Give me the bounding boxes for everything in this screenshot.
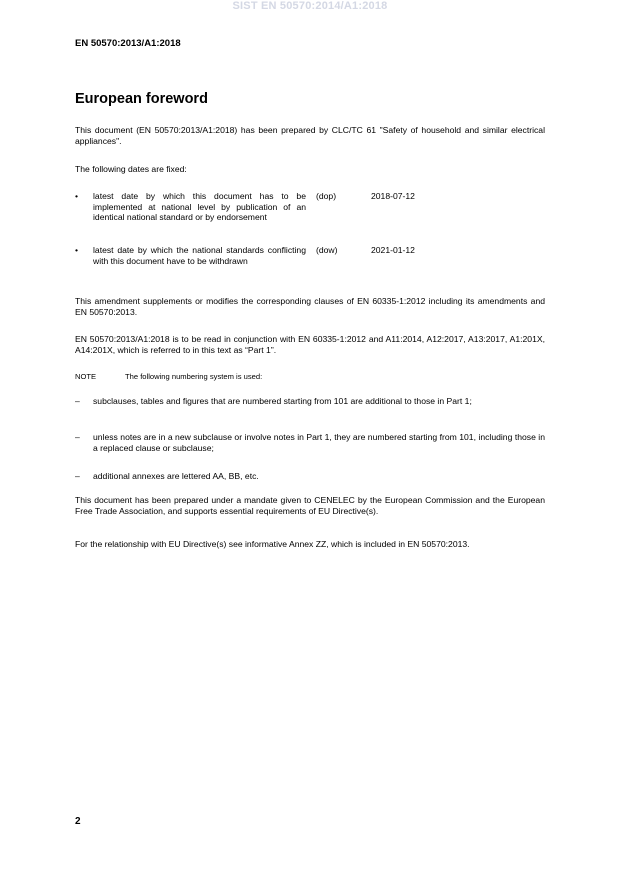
note-text: The following numbering system is used: [125,372,263,381]
date-abbreviation: (dow) [316,245,338,255]
list-item-text: subclauses, tables and figures that are numbered starting from 101 are additional to those in Part 1; [93,396,472,406]
date-value: 2018-07-12 [371,191,415,201]
date-value: 2021-01-12 [371,245,415,255]
mandate-paragraph: This document has been prepared under a mandate given to CENELEC by the European Commission and the European Free Trade Association, and supports essential requirements of EU Directive(s). [75,495,545,516]
document-id: EN 50570:2013/A1:2018 [75,38,181,49]
dash-icon: – [75,396,80,406]
intro-paragraph: This document (EN 50570:2013/A1:2018) has been prepared by CLC/TC 61 "Safety of household and similar electrical appliances". [75,125,545,146]
date-abbreviation: (dop) [316,191,337,201]
page-title: European foreword [75,91,208,107]
date-description: latest date by which this document has to be implemented at national level by publication of an identical national standard or by endorsement [93,191,306,223]
conjunction-paragraph: EN 50570:2013/A1:2018 is to be read in conjunction with EN 60335-1:2012 and A11:2014, A12:2017, A13:2017, A1:201X, A14:201X, which is referred to in this text as “Part 1”. [75,334,545,355]
note-label: NOTE [75,372,97,381]
amendment-paragraph: This amendment supplements or modifies the corresponding clauses of EN 60335-1:2012 including its amendments and EN 50570:2013. [75,296,545,317]
watermark: SIST EN 50570:2014/A1:2018 [232,0,388,12]
list-item-text: unless notes are in a new subclause or involve notes in Part 1, they are numbered starting from 101, including those in a replaced clause or subclause; [93,432,545,453]
bullet-icon: • [75,245,79,255]
dates-intro: The following dates are fixed: [75,164,187,174]
dash-icon: – [75,432,80,442]
page-number: 2 [75,816,81,827]
list-item-text: additional annexes are lettered AA, BB, etc. [93,471,259,481]
date-description: latest date by which the national standards conflicting with this document have to be withdrawn [93,245,306,266]
dash-icon: – [75,471,80,481]
bullet-icon: • [75,191,79,201]
relationship-paragraph: For the relationship with EU Directive(s) see informative Annex ZZ, which is included in EN 50570:2013. [75,539,470,549]
